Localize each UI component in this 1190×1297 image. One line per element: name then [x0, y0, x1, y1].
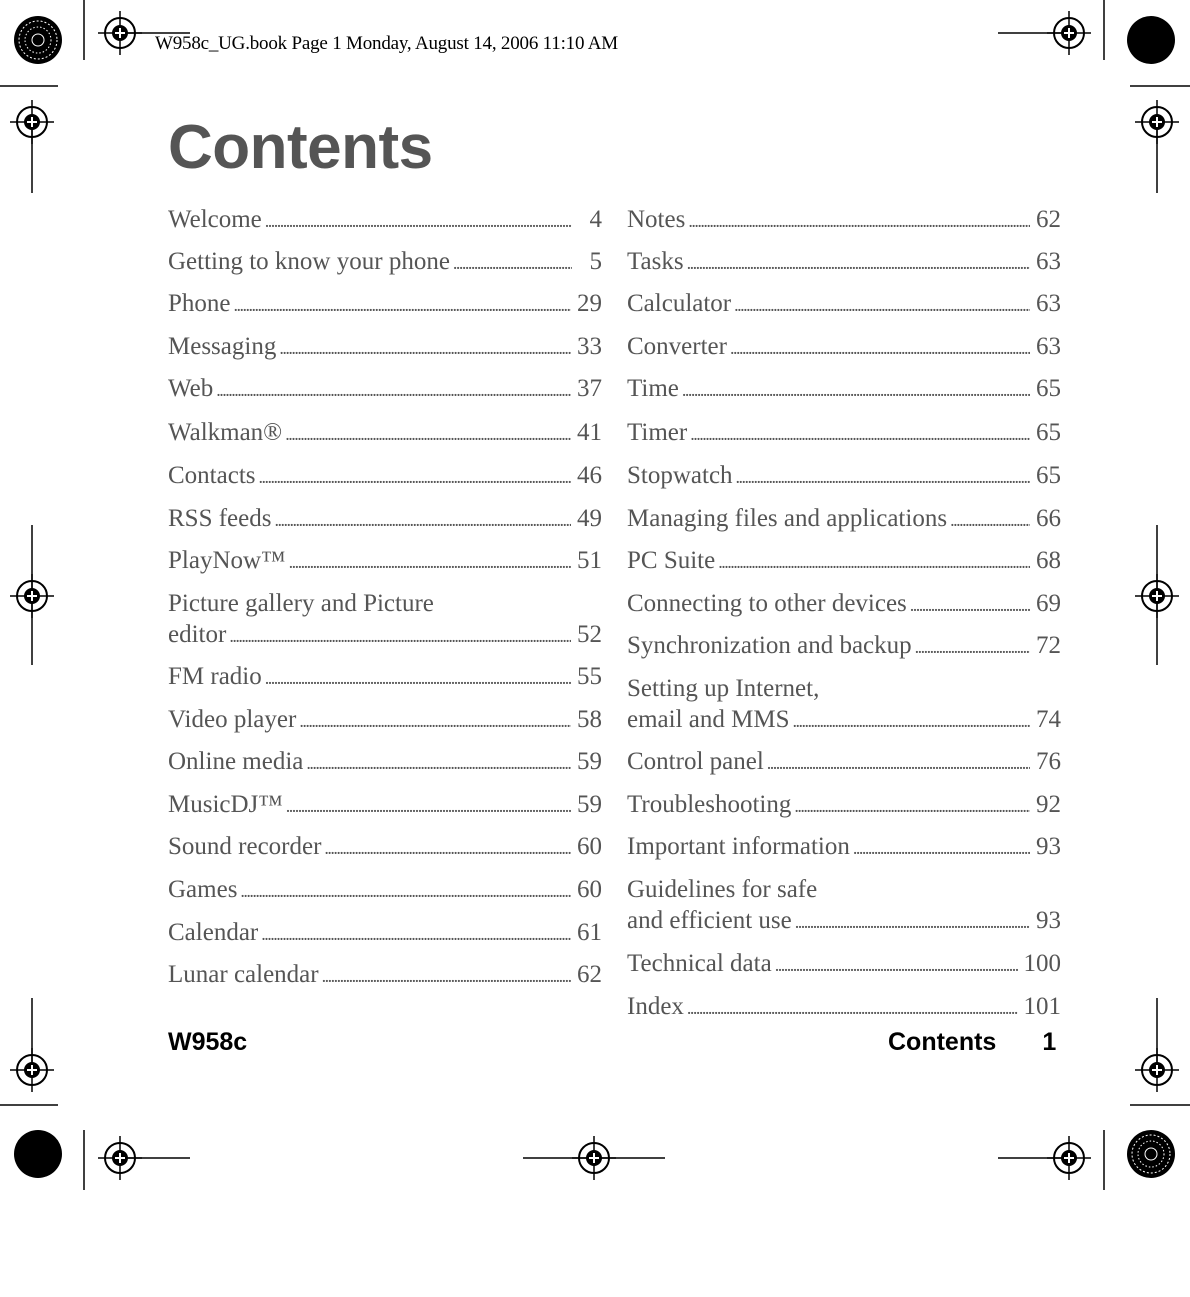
toc-entry-label: Calendar: [168, 919, 259, 946]
dot-leader: [688, 204, 1030, 237]
dot-leader: [286, 789, 571, 822]
toc-entry-label: Synchronization and backup: [627, 632, 912, 659]
toc-entry-page-number: 58: [577, 706, 602, 733]
toc-entry-label: Tasks: [627, 248, 684, 275]
toc-entry-label: Connecting to other devices: [627, 590, 907, 617]
toc-entry-page-number: 52: [577, 621, 602, 648]
toc-entry-label: Stopwatch: [627, 462, 733, 489]
toc-entry[interactable]: [168, 874, 602, 907]
toc-entry-label: Walkman®: [168, 419, 283, 446]
dot-leader: [853, 831, 1030, 864]
corner-star-target-top-left: [14, 16, 62, 64]
toc-entry-page-number: 74: [1036, 706, 1061, 733]
toc-entry-page-number: 93: [1036, 907, 1061, 934]
toc-entry-label-line1: Picture gallery and Picture: [168, 590, 434, 617]
toc-entry[interactable]: [627, 204, 1061, 237]
dot-leader: [306, 746, 571, 779]
toc-entry-label: Important information: [627, 833, 850, 860]
toc-entry[interactable]: [168, 288, 602, 321]
toc-entry-page-number: 63: [1036, 248, 1061, 275]
dot-leader: [793, 704, 1031, 737]
toc-entry-label: Web: [168, 375, 214, 402]
toc-entry-page-number: 60: [577, 833, 602, 860]
dot-leader: [730, 331, 1030, 364]
dot-leader: [950, 503, 1030, 536]
dot-leader: [274, 503, 571, 536]
dot-leader: [216, 373, 571, 406]
toc-entry-label: FM radio: [168, 663, 262, 690]
toc-entry[interactable]: [627, 991, 1061, 1024]
toc-entry[interactable]: [168, 746, 602, 779]
toc-entry-label: editor: [168, 621, 227, 648]
toc-entry-label: Index: [627, 993, 684, 1020]
toc-entry-label: Timer: [627, 419, 688, 446]
toc-entry-page-number: 51: [577, 547, 602, 574]
footer-section-title: Contents: [888, 1028, 997, 1056]
toc-entry-label: PlayNow™: [168, 547, 286, 574]
toc-entry-page-number: 4: [589, 206, 602, 233]
footer-page-number: 1: [1042, 1028, 1057, 1056]
toc-entry-page-number: 93: [1036, 833, 1061, 860]
corner-dot-top-right: [1127, 16, 1175, 64]
dot-leader: [299, 704, 571, 737]
toc-entry[interactable]: [627, 288, 1061, 321]
toc-entry-page-number: 65: [1036, 462, 1061, 489]
registration-mark-bottom-left: [84, 1130, 190, 1190]
toc-entry-page-number: 76: [1036, 748, 1061, 775]
toc-entry-label: Video player: [168, 706, 297, 733]
toc-entry-page-number: 33: [577, 333, 602, 360]
toc-entry[interactable]: [168, 831, 602, 864]
dot-leader: [322, 959, 571, 992]
toc-entry-label: Converter: [627, 333, 727, 360]
toc-entry-page-number: 62: [577, 961, 602, 988]
dot-leader: [261, 917, 571, 950]
dot-leader: [718, 545, 1030, 578]
toc-entry[interactable]: [627, 789, 1061, 822]
toc-entry[interactable]: [168, 204, 602, 237]
toc-entry-label: MusicDJ™: [168, 791, 283, 818]
dot-leader: [775, 948, 1018, 981]
toc-entry-page-number: 65: [1036, 419, 1061, 446]
toc-entry[interactable]: [627, 673, 1061, 737]
toc-entry[interactable]: [627, 331, 1061, 364]
dot-leader: [682, 373, 1030, 406]
toc-entry-page-number: 68: [1036, 547, 1061, 574]
toc-entry[interactable]: [168, 661, 602, 694]
toc-entry-label: Contacts: [168, 462, 256, 489]
toc-entry-page-number: 65: [1036, 375, 1061, 402]
toc-entry-label: Lunar calendar: [168, 961, 319, 988]
toc-entry[interactable]: [627, 503, 1061, 536]
toc-entry-label: and efficient use: [627, 907, 792, 934]
toc-entry-page-number: 37: [577, 375, 602, 402]
toc-entry-page-number: 61: [577, 919, 602, 946]
toc-entry-label: Control panel: [627, 748, 764, 775]
toc-entry-label: Online media: [168, 748, 304, 775]
toc-entry-label: PC Suite: [627, 547, 716, 574]
toc-entry[interactable]: [168, 373, 602, 406]
registration-mark-right-lower: [1130, 998, 1190, 1105]
dot-leader: [234, 288, 572, 321]
dot-leader: [453, 246, 572, 279]
toc-entry[interactable]: [627, 373, 1061, 406]
dot-leader: [687, 991, 1018, 1024]
dot-leader: [259, 460, 572, 493]
toc-entry-page-number: 72: [1036, 632, 1061, 659]
toc-entry[interactable]: [168, 545, 602, 578]
toc-entry[interactable]: [168, 417, 602, 450]
toc-entry-label: Time: [627, 375, 679, 402]
toc-entry[interactable]: [627, 874, 1061, 938]
toc-entry[interactable]: [627, 630, 1061, 663]
toc-entry[interactable]: [168, 959, 602, 992]
toc-entry[interactable]: [627, 588, 1061, 621]
toc-entry[interactable]: [168, 588, 602, 652]
toc-entry-label: Sound recorder: [168, 833, 322, 860]
toc-entry[interactable]: [168, 704, 602, 737]
toc-entry-page-number: 62: [1036, 206, 1061, 233]
registration-mark-bottom-center: [523, 1136, 665, 1180]
toc-entry-label: email and MMS: [627, 706, 790, 733]
toc-entry-label: Troubleshooting: [627, 791, 792, 818]
toc-entry-label: Technical data: [627, 950, 772, 977]
dot-leader: [734, 288, 1030, 321]
dot-leader: [279, 331, 571, 364]
dot-leader: [229, 619, 571, 652]
toc-entry-page-number: 5: [589, 248, 602, 275]
dot-leader: [265, 204, 572, 237]
toc-entry-label-line1: Guidelines for safe: [627, 876, 818, 903]
toc-entry-page-number: 46: [577, 462, 602, 489]
dot-leader: [736, 460, 1030, 493]
print-header: W958c_UG.book Page 1 Monday, August 14, 2006 11:10 AM: [155, 33, 618, 54]
dot-leader: [289, 545, 571, 578]
dot-leader: [690, 417, 1030, 450]
toc-entry-label: Managing files and applications: [627, 505, 948, 532]
toc-entry-label-line1: Setting up Internet,: [627, 675, 820, 702]
toc-entry-page-number: 29: [577, 290, 602, 317]
toc-entry-label: Notes: [627, 206, 686, 233]
registration-mark-right-middle: [1135, 525, 1179, 665]
dot-leader: [910, 588, 1030, 621]
toc-entry[interactable]: [627, 948, 1061, 981]
toc-entry-page-number: 66: [1036, 505, 1061, 532]
toc-entry[interactable]: [168, 789, 602, 822]
toc-entry[interactable]: [627, 746, 1061, 779]
toc-entry-page-number: 60: [577, 876, 602, 903]
dot-leader: [794, 789, 1030, 822]
toc-entry-label: Games: [168, 876, 238, 903]
dot-leader: [795, 905, 1030, 938]
registration-mark-left-upper: [0, 86, 58, 193]
toc-entry[interactable]: [627, 246, 1061, 279]
dot-leader: [915, 630, 1030, 663]
toc-entry-page-number: 49: [577, 505, 602, 532]
toc-entry-label: Calculator: [627, 290, 732, 317]
toc-entry-page-number: 63: [1036, 333, 1061, 360]
toc-entry-page-number: 92: [1036, 791, 1061, 818]
toc-entry[interactable]: [627, 417, 1061, 450]
page-title: Contents: [168, 113, 433, 182]
corner-dot-bottom-left: [14, 1130, 62, 1178]
toc-entry-page-number: 69: [1036, 590, 1061, 617]
toc-entry-label: RSS feeds: [168, 505, 272, 532]
registration-mark-right-upper: [1130, 86, 1190, 193]
toc-entry[interactable]: [627, 460, 1061, 493]
toc-entry-page-number: 59: [577, 748, 602, 775]
toc-entry-page-number: 63: [1036, 290, 1061, 317]
dot-leader: [240, 874, 571, 907]
toc-entry[interactable]: [168, 460, 602, 493]
registration-mark-left-lower: [0, 998, 58, 1105]
toc-entry-label: Messaging: [168, 333, 277, 360]
footer-model: W958c: [168, 1028, 248, 1056]
toc-entry-label: Phone: [168, 290, 231, 317]
registration-mark-top-right: [998, 0, 1104, 60]
toc-entry-page-number: 101: [1023, 993, 1061, 1020]
registration-mark-left-middle: [10, 525, 54, 665]
toc-entry-page-number: 41: [577, 419, 602, 446]
toc-entry[interactable]: [168, 917, 602, 950]
toc-entry-page-number: 55: [577, 663, 602, 690]
toc-entry-page-number: 100: [1023, 950, 1061, 977]
dot-leader: [767, 746, 1030, 779]
toc-entry[interactable]: [168, 331, 602, 364]
toc-entry[interactable]: [627, 545, 1061, 578]
toc-entry[interactable]: [168, 503, 602, 536]
toc-entry[interactable]: [627, 831, 1061, 864]
toc-entry[interactable]: [168, 246, 602, 279]
toc-entry-label: Welcome: [168, 206, 262, 233]
dot-leader: [265, 661, 571, 694]
dot-leader: [324, 831, 571, 864]
corner-star-target-bottom-right: [1127, 1130, 1175, 1178]
toc-entry-label: Getting to know your phone: [168, 248, 450, 275]
dot-leader: [285, 417, 571, 450]
toc-entry-page-number: 59: [577, 791, 602, 818]
registration-mark-bottom-right: [998, 1130, 1104, 1190]
footer-section: [888, 1028, 1056, 1057]
dot-leader: [687, 246, 1030, 279]
